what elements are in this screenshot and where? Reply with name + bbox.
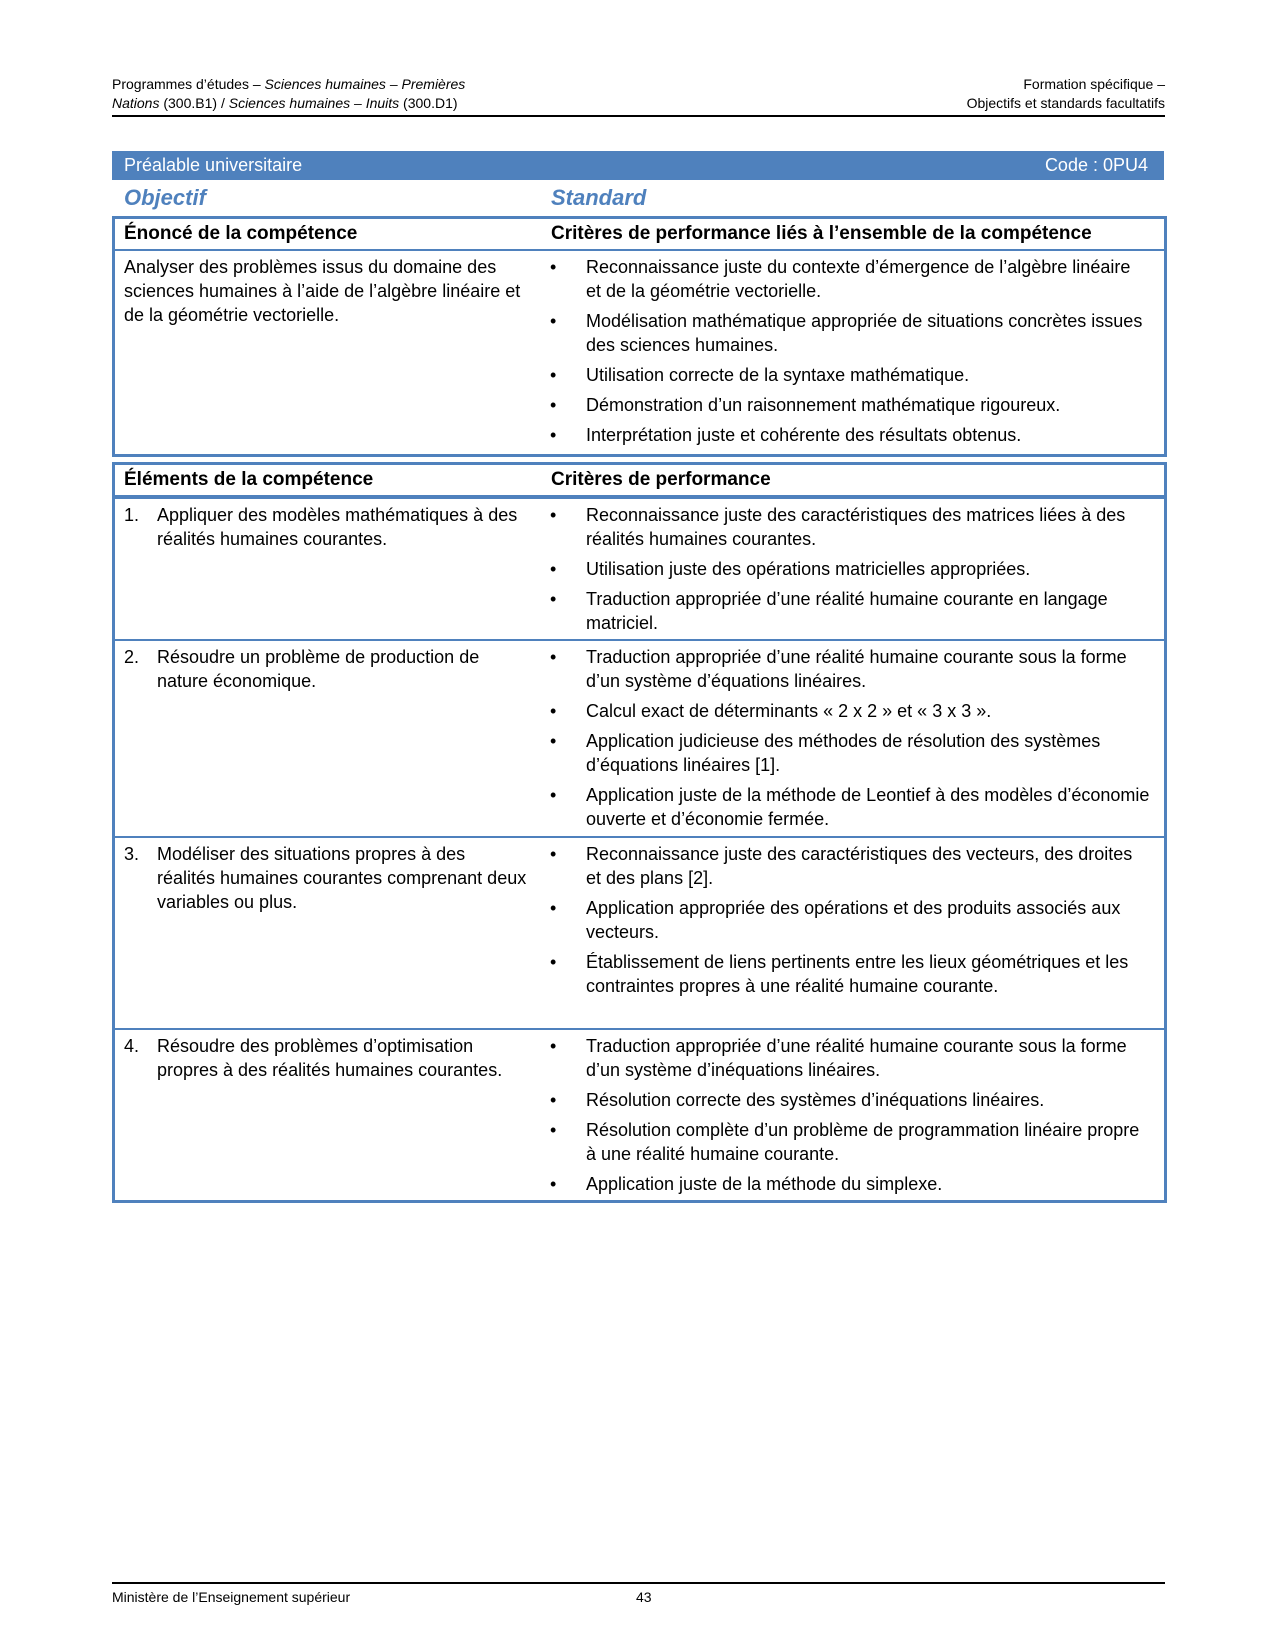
element-text: Modéliser des situations propres à des réalités humaines courantes comprenant deux variables ou plus.: [157, 844, 527, 912]
criterion-text: Reconnaissance juste du contexte d’émergence de l’algèbre linéaire et de la géométrie vectorielle.: [586, 257, 1131, 301]
bullet-icon: •: [550, 647, 557, 667]
header-nations: Nations: [112, 95, 160, 111]
list-item: [550, 645, 1150, 693]
list-item: [550, 1088, 1150, 1112]
list-item: [550, 1118, 1150, 1166]
bullet-icon: •: [550, 395, 557, 415]
element-text: Appliquer des modèles mathématiques à des réalités humaines courantes.: [157, 505, 518, 549]
header-right: [967, 75, 1165, 113]
header-program-name-2: Sciences humaines – Inuits: [228, 95, 400, 111]
page-header: [112, 75, 1165, 117]
competence-box: [112, 216, 1167, 457]
list-item: [550, 393, 1150, 417]
list-item: [550, 363, 1150, 387]
header-left-line2: [112, 94, 465, 113]
criterion-text: Interprétation juste et cohérente des résultats obtenus.: [586, 425, 1022, 445]
banner-code: Code : 0PU4: [1044, 155, 1148, 175]
competence-criteria-list: [550, 255, 1150, 453]
element-text: Résoudre un problème de production de nature économique.: [157, 647, 480, 691]
element-number: 2.: [124, 647, 140, 667]
list-item: [550, 950, 1150, 998]
bullet-icon: •: [550, 1090, 557, 1110]
bullet-icon: •: [550, 1174, 557, 1194]
competence-statement: Analyser des problèmes issus du domaine des sciences humaines à l’aide de l’algèbre linéaire et de la géométrie vectorielle.: [124, 257, 521, 325]
element-criteria-list: [550, 645, 1150, 837]
bullet-icon: •: [550, 257, 557, 277]
elements-header: [115, 465, 1164, 497]
table-row: [115, 639, 1164, 836]
criterion-text: Établissement de liens pertinents entre les lieux géométriques et les contraintes propres à une réalité humaine courante.: [586, 952, 1129, 996]
list-item: [550, 587, 1150, 635]
list-item: [550, 699, 1150, 723]
criterion-text: Traduction appropriée d’une réalité humaine courante sous la forme d’un système d’équations linéaires.: [586, 647, 1127, 691]
list-item: [550, 729, 1150, 777]
elements-criteria-heading: Critères de performance: [551, 469, 771, 490]
header-code2: (300.D1): [399, 95, 458, 111]
bullet-icon: •: [550, 701, 557, 721]
list-item: [550, 557, 1150, 581]
elements-heading: Éléments de la compétence: [124, 469, 374, 490]
element-text: Résoudre des problèmes d’optimisation propres à des réalités humaines courantes.: [157, 1036, 503, 1080]
table-row: [115, 497, 1164, 639]
bullet-icon: •: [550, 505, 557, 525]
bullet-icon: •: [550, 731, 557, 751]
criterion-text: Modélisation mathématique appropriée de situations concrètes issues des sciences humaines.: [586, 311, 1143, 355]
criterion-text: Résolution complète d’un problème de programmation linéaire propre à une réalité humaine courante.: [586, 1120, 1140, 1164]
element-number: 3.: [124, 844, 140, 864]
table-row: [115, 836, 1164, 1028]
header-program-name: Sciences humaines – Premières: [264, 76, 466, 92]
element-number: 1.: [124, 505, 140, 525]
list-item: [550, 503, 1150, 551]
competence-header: [115, 219, 1164, 251]
element-number: 4.: [124, 1036, 140, 1056]
list-item: [550, 1172, 1150, 1196]
criterion-text: Traduction appropriée d’une réalité humaine courante en langage matriciel.: [586, 589, 1108, 633]
competence-criteria-heading: Critères de performance liés à l’ensemble de la compétence: [551, 223, 1092, 244]
bullet-icon: •: [550, 559, 557, 579]
competence-heading: Énoncé de la compétence: [124, 223, 358, 244]
bullet-icon: •: [550, 365, 557, 385]
criterion-text: Application juste de la méthode du simplexe.: [586, 1174, 943, 1194]
criterion-text: Reconnaissance juste des caractéristiques des matrices liées à des réalités humaines courantes.: [586, 505, 1126, 549]
header-left-line1: [112, 75, 465, 94]
criterion-text: Démonstration d’un raisonnement mathématique rigoureux.: [586, 395, 1061, 415]
element-criteria-list: [550, 842, 1150, 1004]
bullet-icon: •: [550, 952, 557, 972]
list-item: [550, 309, 1150, 357]
bullet-icon: •: [550, 425, 557, 445]
bullet-icon: •: [550, 311, 557, 331]
header-code1: (300.B1) /: [159, 95, 229, 111]
table-row: [115, 1028, 1164, 1196]
criterion-text: Utilisation juste des opérations matricielles appropriées.: [586, 559, 1031, 579]
header-left: [112, 75, 465, 113]
criterion-text: Calcul exact de déterminants « 2 x 2 » et « 3 x 3 ».: [586, 701, 992, 721]
list-item: [550, 842, 1150, 890]
bullet-icon: •: [550, 1036, 557, 1056]
criterion-text: Reconnaissance juste des caractéristiques des vecteurs, des droites et des plans [2].: [586, 844, 1133, 888]
banner-title: Préalable universitaire: [124, 155, 303, 175]
criterion-text: Résolution correcte des systèmes d’inéquations linéaires.: [586, 1090, 1045, 1110]
bullet-icon: •: [550, 1120, 557, 1140]
list-item: [550, 255, 1150, 303]
list-item: [550, 1034, 1150, 1082]
list-item: [550, 423, 1150, 447]
criterion-text: Application appropriée des opérations et des produits associés aux vecteurs.: [586, 898, 1121, 942]
footer-ministry: Ministère de l’Enseignement supérieur: [112, 1589, 351, 1605]
header-prefix: Programmes d’études –: [112, 76, 265, 92]
list-item: [550, 896, 1150, 944]
bullet-icon: •: [550, 785, 557, 805]
element-criteria-list: [550, 1034, 1150, 1202]
header-right-line2: Objectifs et standards facultatifs: [966, 95, 1165, 111]
criterion-text: Utilisation correcte de la syntaxe mathématique.: [586, 365, 970, 385]
page-number: 43: [636, 1589, 652, 1605]
element-criteria-list: [550, 503, 1150, 641]
criterion-text: Application judicieuse des méthodes de résolution des systèmes d’équations linéaires [1].: [586, 731, 1101, 775]
header-right-line1: Formation spécifique –: [1023, 76, 1165, 92]
section-banner: [112, 151, 1164, 180]
elements-box: [112, 462, 1167, 1203]
bullet-icon: •: [550, 898, 557, 918]
bullet-icon: •: [550, 844, 557, 864]
criterion-text: Traduction appropriée d’une réalité humaine courante sous la forme d’un système d’inéquations linéaires.: [586, 1036, 1127, 1080]
objective-label: Objectif: [124, 185, 206, 210]
standard-label: Standard: [551, 185, 647, 210]
criterion-text: Application juste de la méthode de Leontief à des modèles d’économie ouverte et d’économie fermée.: [586, 785, 1150, 829]
page-footer: [112, 1582, 1165, 1605]
bullet-icon: •: [550, 589, 557, 609]
list-item: [550, 783, 1150, 831]
